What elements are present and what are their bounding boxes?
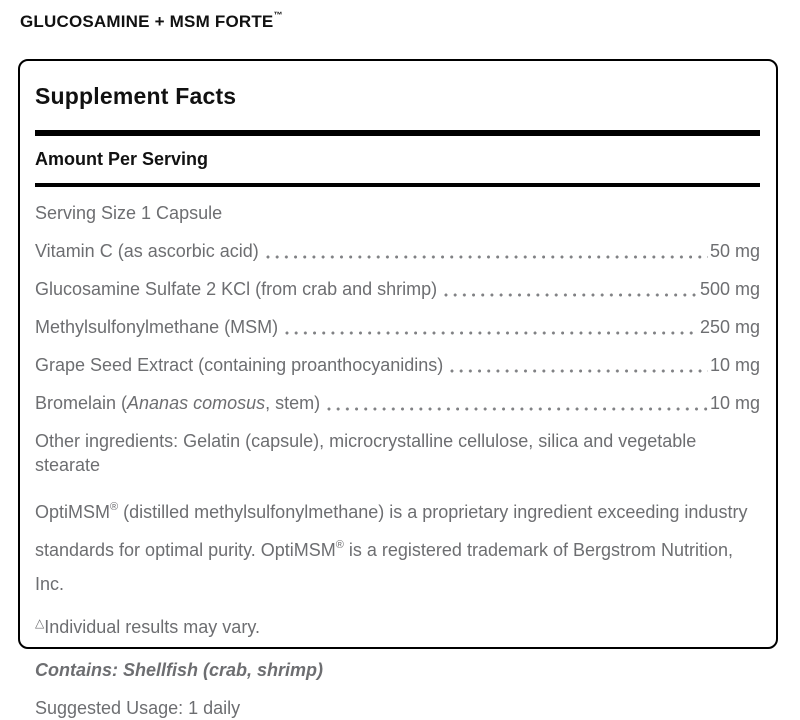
nutrient-amount: 10 mg	[709, 393, 760, 413]
divider-thick	[35, 130, 760, 136]
results-disclaimer: △Individual results may vary.	[35, 616, 260, 637]
supplement-facts-heading: Supplement Facts	[35, 83, 237, 109]
nutrient-amount: 500 mg	[699, 279, 760, 299]
allergen-contains: Contains: Shellfish (crab, shrimp)	[35, 660, 324, 680]
serving-size: Serving Size 1 Capsule	[35, 203, 223, 223]
nutrient-label: Methylsulfonylmethane (MSM)	[35, 317, 279, 337]
nutrient-row-grape-seed	[35, 353, 760, 377]
nutrient-row-vitamin-c	[35, 239, 760, 263]
nutrient-amount: 10 mg	[709, 355, 760, 375]
nutrient-row-msm	[35, 315, 760, 339]
nutrient-label: Glucosamine Sulfate 2 KCl (from crab and shrimp)	[35, 279, 438, 299]
amount-per-serving-heading: Amount Per Serving	[35, 149, 209, 169]
product-title-text: GLUCOSAMINE + MSM FORTE	[20, 12, 274, 31]
nutrient-label: Vitamin C (as ascorbic acid)	[35, 241, 259, 261]
dotted-leader	[322, 391, 708, 415]
divider-thin	[35, 183, 760, 187]
dotted-leader	[280, 315, 698, 339]
suggested-usage: Suggested Usage: 1 daily	[35, 698, 241, 718]
dotted-leader	[445, 353, 708, 377]
trademark-symbol: ™	[273, 10, 283, 21]
registered-symbol: ®	[110, 501, 119, 513]
dotted-leader	[261, 239, 708, 263]
nutrient-amount: 50 mg	[709, 241, 760, 261]
other-ingredients: Other ingredients: Gelatin (capsule), microcrystalline cellulose, silica and vegetable stearate	[35, 431, 697, 475]
triangle-footnote-symbol: △	[35, 616, 45, 630]
registered-symbol: ®	[335, 539, 344, 551]
nutrient-label: Grape Seed Extract (containing proanthocyanidins)	[35, 355, 444, 375]
nutrient-row-glucosamine	[35, 277, 760, 301]
nutrient-amount: 250 mg	[699, 317, 760, 337]
nutrient-row-bromelain	[35, 391, 760, 415]
dotted-leader	[439, 277, 698, 301]
product-title	[20, 12, 283, 32]
optimsm-note: OptiMSM® (distilled methylsulfonylmethane) is a proprietary ingredient exceeding industry standards for optimal purity. OptiMSM® is a registered trademark of Bergstrom Nutrition, Inc.	[35, 501, 748, 594]
nutrient-label: Bromelain (Ananas comosus, stem)	[35, 393, 321, 413]
supplement-facts-panel	[18, 59, 778, 718]
